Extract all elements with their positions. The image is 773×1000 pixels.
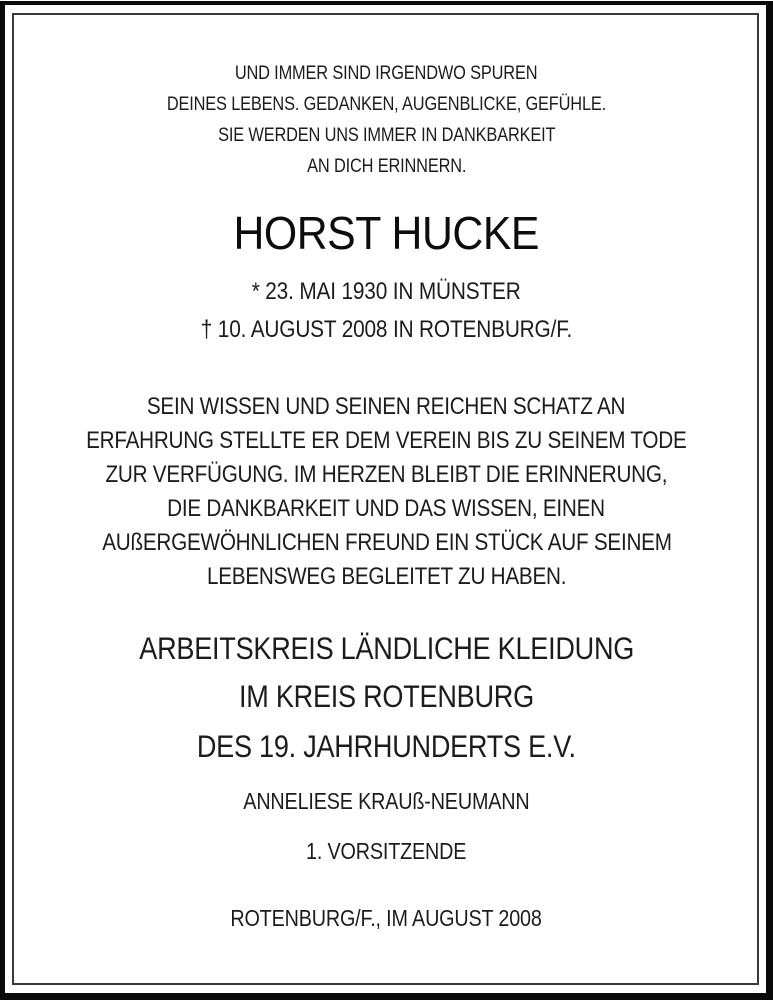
deceased-name: HORST HUCKE	[233, 207, 540, 259]
tribute-line: SEIN WISSEN UND SEINEN REICHEN SCHATZ AN	[147, 393, 626, 420]
tribute-line: ERFAHRUNG STELLTE ER DEM VEREIN BIS ZU SEINEM TODE	[86, 427, 687, 454]
verse-line: SIE WERDEN UNS IMMER IN DANKBARKEIT	[217, 124, 556, 146]
tribute-line: ZUR VERFÜGUNG. IM HERZEN BLEIBT DIE ERINNERUNG,	[105, 461, 668, 488]
birth-date: * 23. MAI 1930 IN MÜNSTER	[252, 278, 521, 305]
organization-line: DES 19. JAHRHUNDERTS E.V.	[197, 728, 576, 764]
signatory-role: 1. VORSITZENDE	[306, 838, 467, 864]
verse-line: AN DICH ERINNERN.	[306, 155, 467, 177]
tribute-line: AUßERGEWÖHNLICHEN FREUND EIN STÜCK AUF SEINEM	[101, 529, 672, 556]
verse-line: DEINES LEBENS. GEDANKEN, AUGENBLICKE, GEFÜHLE.	[166, 93, 607, 115]
organization-line: ARBEITSKREIS LÄNDLICHE KLEIDUNG	[139, 630, 634, 666]
place-and-date: ROTENBURG/F., IM AUGUST 2008	[230, 905, 543, 931]
tribute-line: DIE DANKBARKEIT UND DAS WISSEN, EINEN	[167, 495, 606, 522]
verse-line: UND IMMER SIND IRGENDWO SPUREN	[235, 62, 538, 84]
death-date: † 10. AUGUST 2008 IN ROTENBURG/F.	[200, 316, 573, 343]
signatory-name: ANNELIESE KRAUß-NEUMANN	[243, 788, 530, 814]
tribute-line: LEBENSWEG BEGLEITET ZU HABEN.	[206, 563, 567, 590]
organization-line: IM KREIS ROTENBURG	[239, 678, 534, 714]
